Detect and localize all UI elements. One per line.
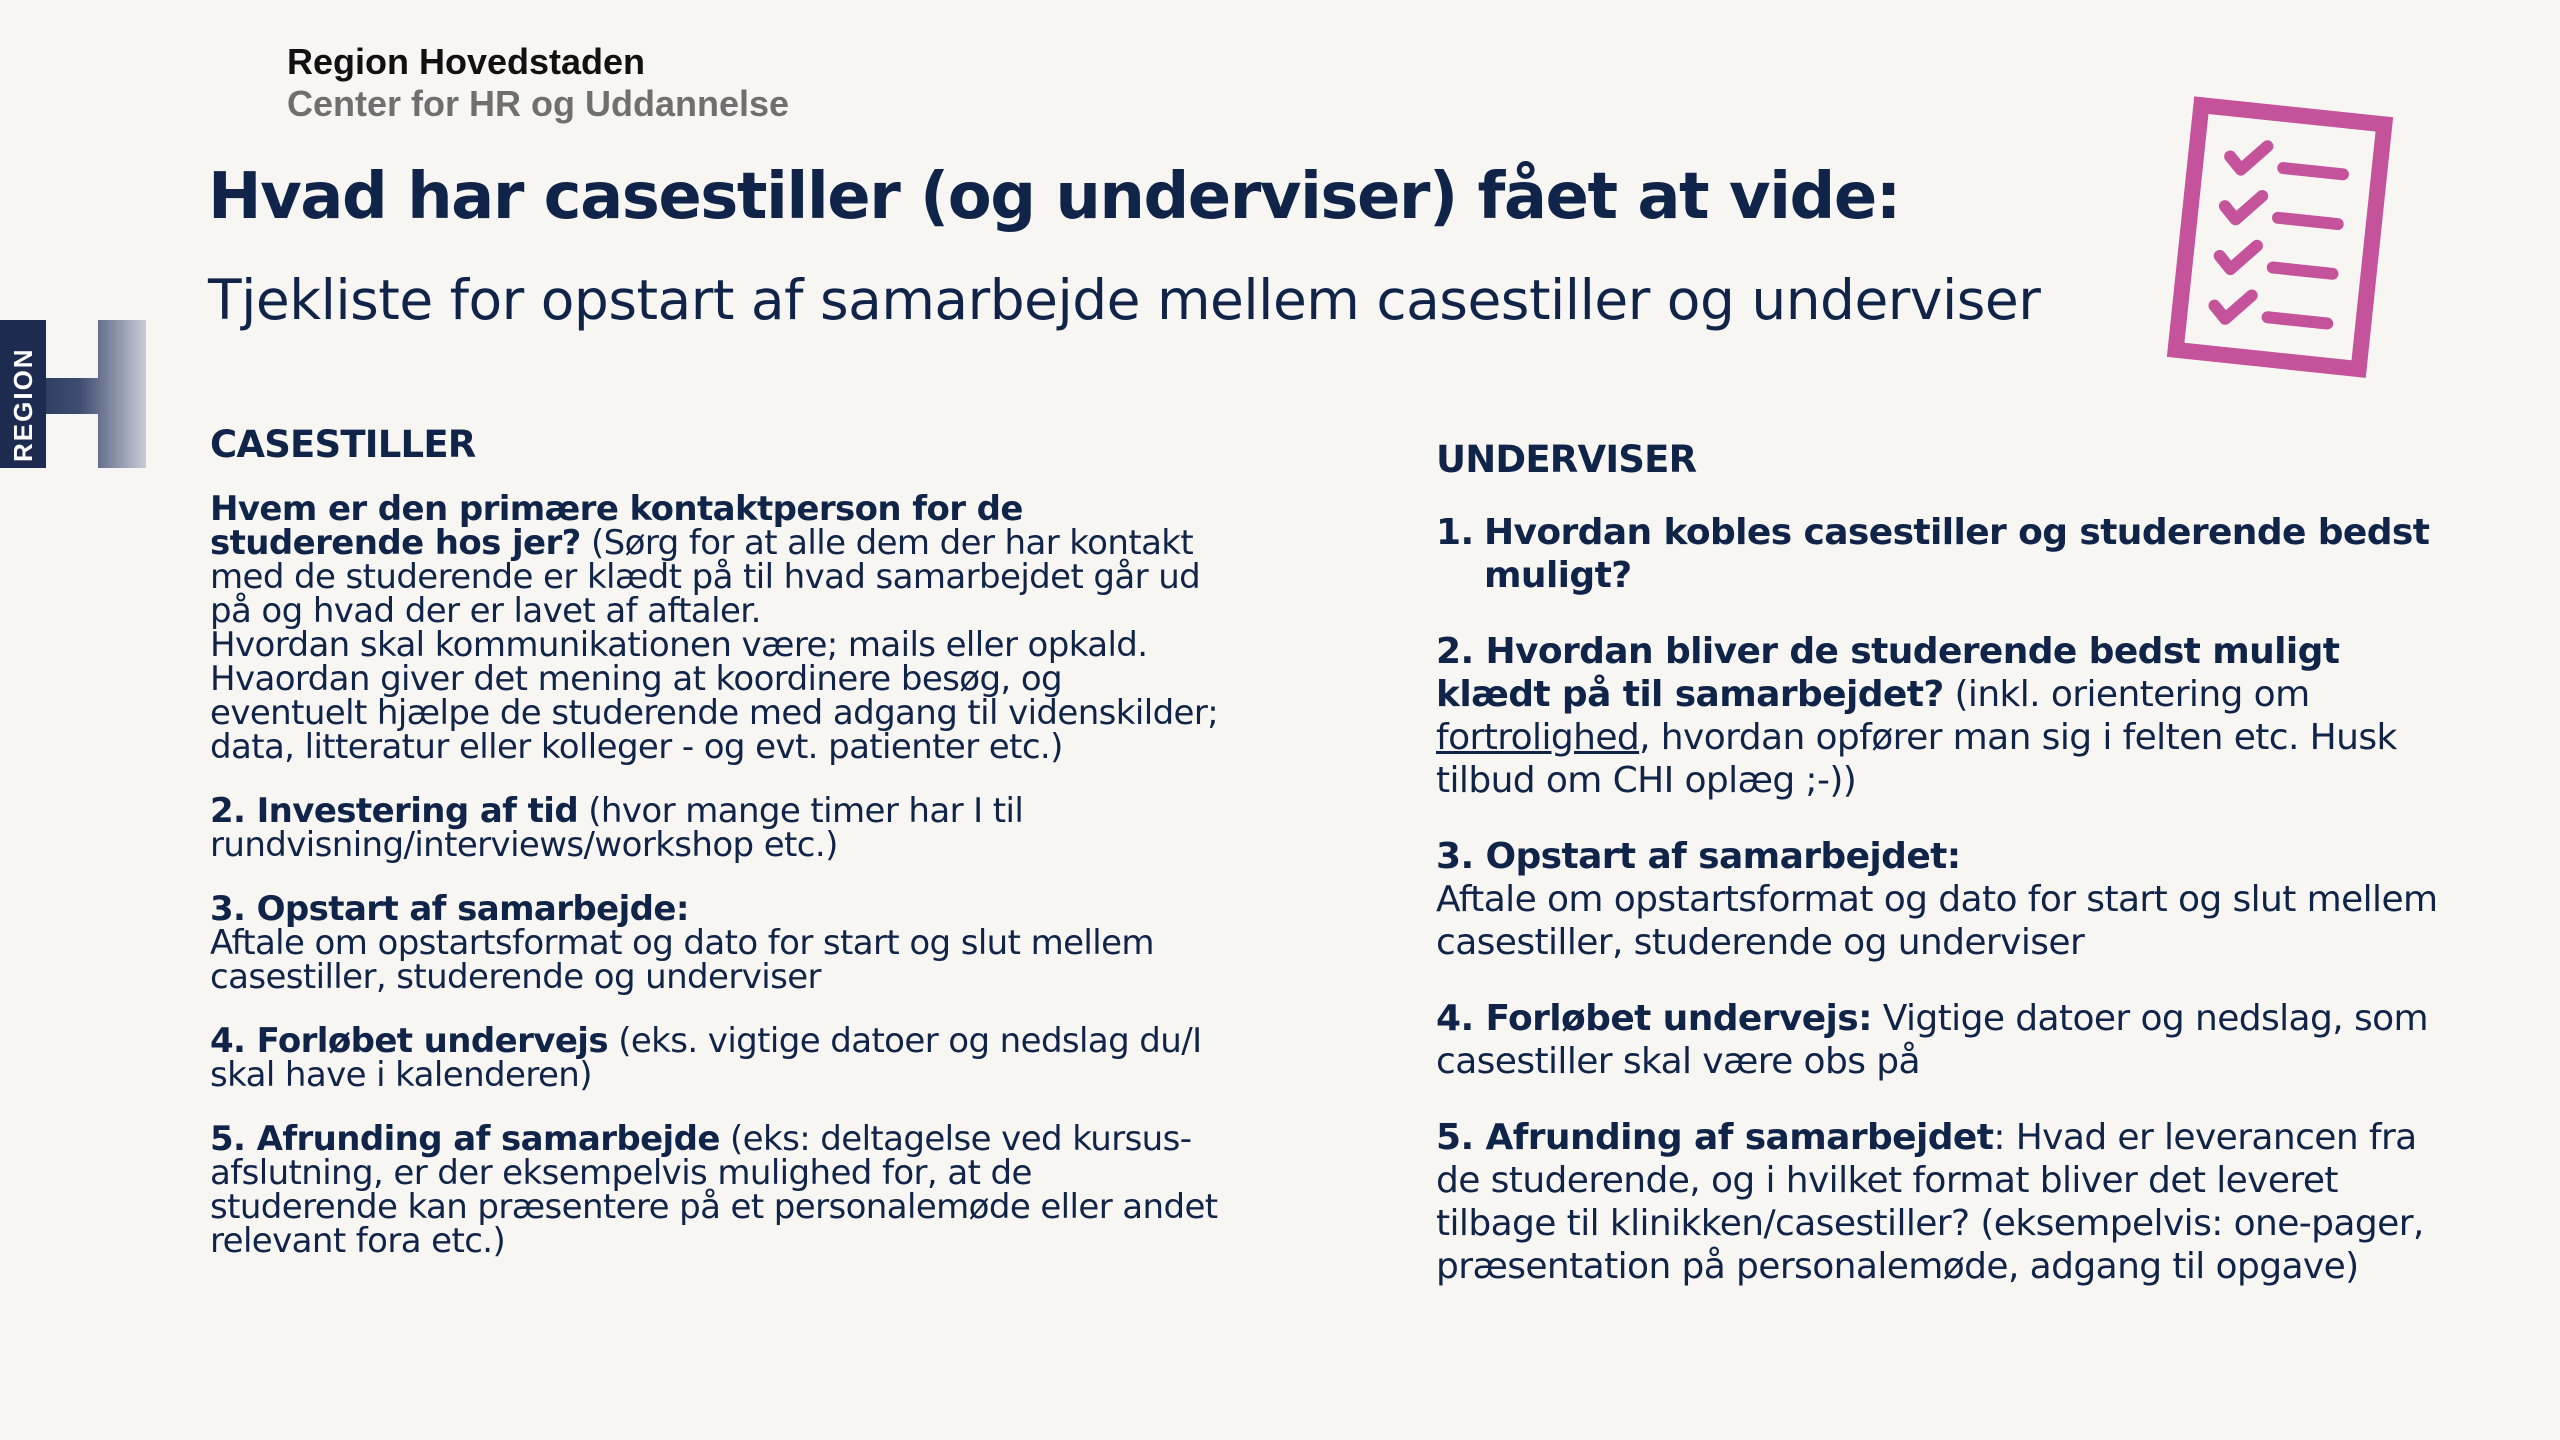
casestiller-heading: CASESTILLER bbox=[210, 423, 476, 466]
page-subtitle: Tjekliste for opstart af samarbejde mellem casestiller og underviser bbox=[208, 268, 2041, 332]
underviser-heading: UNDERVISER bbox=[1436, 438, 1697, 481]
underviser-item-5-title: 5. Afrunding af samarbejdet bbox=[1436, 1117, 1994, 1158]
underviser-item-4-text: Vigtige datoer og nedslag, som casestiller skal være obs på bbox=[1436, 998, 2429, 1082]
underviser-item-5 bbox=[1436, 1116, 2456, 1288]
casestiller-item-1-title: Hvem er den primære kontaktperson for de studerende hos jer? bbox=[210, 489, 1023, 563]
underviser-item-2-text-a: (inkl. orientering om bbox=[1943, 674, 2310, 715]
organization-department: Center for HR og Uddannelse bbox=[287, 83, 790, 124]
casestiller-item-3 bbox=[210, 889, 1220, 997]
organization-header bbox=[287, 41, 790, 124]
casestiller-item-3-text: Aftale om opstartsformat og dato for start og slut mellem casestiller, studerende og underviser bbox=[210, 923, 1154, 997]
underviser-item-2-title: 2. Hvordan bliver de studerende bedst muligt klædt på til samarbejdet? bbox=[1436, 631, 2340, 715]
casestiller-item-2-title: 2. Investering af tid bbox=[210, 791, 579, 831]
casestiller-item-1-text-2: Hvordan skal kommunikationen være; mails eller opkald. Hvaordan giver det mening at koordinere besøg, og eventuelt hjælpe de studerende med adgang til videnskilder; data, litteratur eller kolleger - og evt. patienter etc.) bbox=[210, 625, 1219, 767]
underviser-item-2-underlined: fortrolighed bbox=[1436, 717, 1640, 758]
page-title: Hvad har casestiller (og underviser) fået at vide: bbox=[208, 160, 1900, 234]
organization-name: Region Hovedstaden bbox=[287, 41, 646, 82]
region-logo-text: REGION bbox=[8, 347, 38, 462]
casestiller-item-1-text: (Sørg for at alle dem der har kontakt med de studerende er klædt på til hvad samarbejdet går ud på og hvad der er lavet af aftaler. bbox=[210, 523, 1201, 631]
checklist-icon bbox=[2164, 96, 2394, 378]
region-logo bbox=[0, 320, 146, 468]
casestiller-item-4-text: (eks. vigtige datoer og nedslag du/I skal have i kalenderen) bbox=[210, 1021, 1202, 1095]
casestiller-item-3-title: 3. Opstart af samarbejde: bbox=[210, 889, 689, 929]
underviser-item-3 bbox=[1436, 835, 2456, 964]
casestiller-column bbox=[210, 423, 1220, 1288]
casestiller-item-5-text: (eks: deltagelse ved kursus-afslutning, er der eksempelvis mulighed for, at de studerende kan præsentere på et personalemøde eller andet relevant fora etc.) bbox=[210, 1119, 1218, 1261]
underviser-item-2 bbox=[1436, 630, 2456, 802]
underviser-item-3-text: Aftale om opstartsformat og dato for start og slut mellem casestiller, studerende og underviser bbox=[1436, 879, 2438, 963]
casestiller-item-4-title: 4. Forløbet undervejs bbox=[210, 1021, 608, 1061]
casestiller-item-5-title: 5. Afrunding af samarbejde bbox=[210, 1119, 720, 1159]
casestiller-item-2 bbox=[210, 791, 1220, 865]
underviser-item-4-title: 4. Forløbet undervejs: bbox=[1436, 998, 1872, 1039]
underviser-column bbox=[1436, 438, 2456, 1321]
underviser-item-2-text-b: , hvordan opfører man sig i felten etc. Husk tilbud om CHI oplæg ;-)) bbox=[1436, 717, 2397, 801]
underviser-item-1-title: Hvordan kobles casestiller og studerende bedst muligt? bbox=[1484, 512, 2430, 596]
underviser-item-1 bbox=[1436, 511, 2456, 597]
casestiller-item-4 bbox=[210, 1021, 1220, 1095]
underviser-item-4 bbox=[1436, 997, 2456, 1083]
casestiller-item-1 bbox=[210, 489, 1220, 767]
underviser-item-5-text: : Hvad er leverancen fra de studerende, og i hvilket format bliver det leveret tilbage til klinikken/casestiller? (eksempelvis: one-pager, præsentation på personalemøde, adgang til opgave) bbox=[1436, 1117, 2424, 1287]
casestiller-item-5 bbox=[210, 1119, 1220, 1261]
casestiller-item-2-text: (hvor mange timer har I til rundvisning/interviews/workshop etc.) bbox=[210, 791, 1024, 865]
underviser-item-3-title: 3. Opstart af samarbejdet: bbox=[1436, 836, 1961, 877]
underviser-item-1-number: 1. bbox=[1436, 512, 1474, 553]
